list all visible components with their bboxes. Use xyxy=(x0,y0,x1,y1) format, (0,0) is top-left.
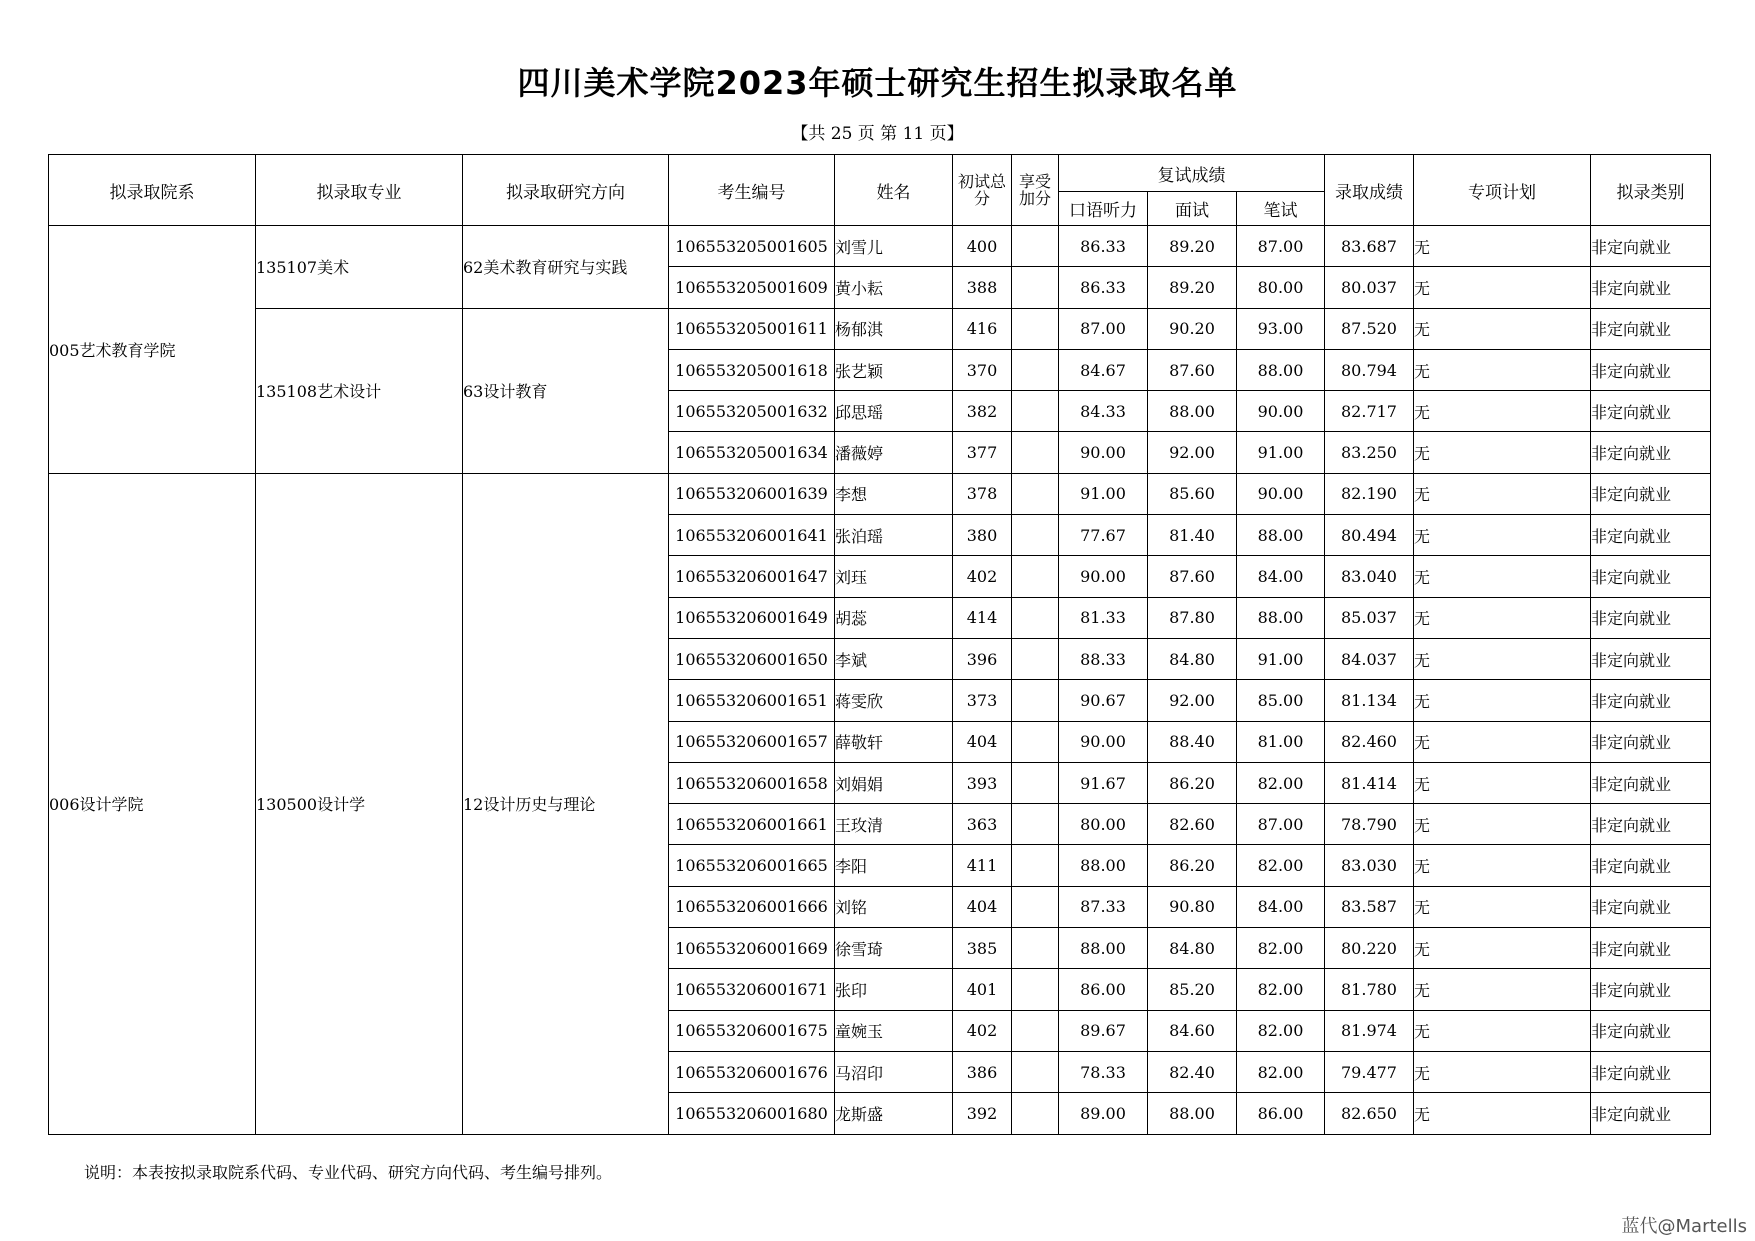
admission-score-cell: 87.520 xyxy=(1325,308,1414,349)
written-cell: 85.00 xyxy=(1237,680,1325,721)
category-cell: 非定向就业 xyxy=(1591,556,1711,597)
bonus-cell xyxy=(1012,1051,1059,1092)
written-cell: 82.00 xyxy=(1237,1051,1325,1092)
bonus-cell xyxy=(1012,638,1059,679)
interview-cell: 90.80 xyxy=(1148,886,1237,927)
category-cell: 非定向就业 xyxy=(1591,680,1711,721)
initial-total-cell: 402 xyxy=(953,1010,1012,1051)
written-cell: 93.00 xyxy=(1237,308,1325,349)
initial-total-cell: 377 xyxy=(953,432,1012,473)
category-cell: 非定向就业 xyxy=(1591,845,1711,886)
exam-no-cell: 106553206001650 xyxy=(669,638,835,679)
written-cell: 90.00 xyxy=(1237,391,1325,432)
name-cell: 蒋雯欣 xyxy=(835,680,953,721)
admission-score-cell: 83.250 xyxy=(1325,432,1414,473)
written-cell: 82.00 xyxy=(1237,1010,1325,1051)
name-cell: 黄小耘 xyxy=(835,267,953,308)
bonus-cell xyxy=(1012,226,1059,267)
admission-score-cell: 80.494 xyxy=(1325,515,1414,556)
initial-total-cell: 401 xyxy=(953,969,1012,1010)
exam-no-cell: 106553206001676 xyxy=(669,1051,835,1092)
category-cell: 非定向就业 xyxy=(1591,473,1711,514)
oral-cell: 89.67 xyxy=(1059,1010,1148,1051)
category-cell: 非定向就业 xyxy=(1591,1010,1711,1051)
admission-score-cell: 80.220 xyxy=(1325,928,1414,969)
interview-cell: 84.80 xyxy=(1148,928,1237,969)
page-indicator: 【共 25 页 第 11 页】 xyxy=(791,124,964,144)
initial-total-cell: 396 xyxy=(953,638,1012,679)
bonus-cell xyxy=(1012,267,1059,308)
interview-cell: 92.00 xyxy=(1148,432,1237,473)
category-cell: 非定向就业 xyxy=(1591,267,1711,308)
oral-cell: 88.33 xyxy=(1059,638,1148,679)
category-cell: 非定向就业 xyxy=(1591,969,1711,1010)
initial-total-cell: 380 xyxy=(953,515,1012,556)
written-cell: 81.00 xyxy=(1237,721,1325,762)
oral-cell: 87.00 xyxy=(1059,308,1148,349)
interview-cell: 88.40 xyxy=(1148,721,1237,762)
initial-total-cell: 392 xyxy=(953,1093,1012,1134)
exam-no-cell: 106553206001680 xyxy=(669,1093,835,1134)
special-plan-cell: 无 xyxy=(1414,391,1591,432)
admission-table xyxy=(48,154,1711,1135)
name-cell: 潘薇婷 xyxy=(835,432,953,473)
exam-no-cell: 106553206001675 xyxy=(669,1010,835,1051)
header-admission-score: 录取成绩 xyxy=(1325,155,1414,226)
special-plan-cell: 无 xyxy=(1414,1093,1591,1134)
exam-no-cell: 106553206001647 xyxy=(669,556,835,597)
initial-total-cell: 370 xyxy=(953,349,1012,390)
bonus-cell xyxy=(1012,762,1059,803)
initial-total-cell: 385 xyxy=(953,928,1012,969)
oral-cell: 86.33 xyxy=(1059,226,1148,267)
initial-total-cell: 404 xyxy=(953,721,1012,762)
written-cell: 88.00 xyxy=(1237,597,1325,638)
written-cell: 80.00 xyxy=(1237,267,1325,308)
interview-cell: 84.80 xyxy=(1148,638,1237,679)
page-title: 四川美术学院2023年硕士研究生招生拟录取名单 xyxy=(517,64,1238,102)
name-cell: 邱思瑶 xyxy=(835,391,953,432)
interview-cell: 87.60 xyxy=(1148,556,1237,597)
exam-no-cell: 106553206001649 xyxy=(669,597,835,638)
table-row xyxy=(49,226,1711,267)
name-cell: 张印 xyxy=(835,969,953,1010)
admission-score-cell: 83.687 xyxy=(1325,226,1414,267)
special-plan-cell: 无 xyxy=(1414,680,1591,721)
oral-cell: 86.00 xyxy=(1059,969,1148,1010)
exam-no-cell: 106553206001658 xyxy=(669,762,835,803)
bonus-cell xyxy=(1012,515,1059,556)
category-cell: 非定向就业 xyxy=(1591,886,1711,927)
interview-cell: 88.00 xyxy=(1148,391,1237,432)
written-cell: 82.00 xyxy=(1237,845,1325,886)
admission-score-cell: 80.794 xyxy=(1325,349,1414,390)
header-major: 拟录取专业 xyxy=(256,155,463,226)
bonus-cell xyxy=(1012,1093,1059,1134)
oral-cell: 89.00 xyxy=(1059,1093,1148,1134)
interview-cell: 86.20 xyxy=(1148,845,1237,886)
exam-no-cell: 106553206001671 xyxy=(669,969,835,1010)
interview-cell: 89.20 xyxy=(1148,267,1237,308)
footnote: 说明：本表按拟录取院系代码、专业代码、研究方向代码、考生编号排列。 xyxy=(84,1163,613,1182)
exam-no-cell: 106553205001605 xyxy=(669,226,835,267)
oral-cell: 90.00 xyxy=(1059,432,1148,473)
college-cell: 006设计学院 xyxy=(49,473,256,1134)
written-cell: 84.00 xyxy=(1237,556,1325,597)
special-plan-cell: 无 xyxy=(1414,556,1591,597)
header-interview: 面试 xyxy=(1148,192,1237,226)
written-cell: 84.00 xyxy=(1237,886,1325,927)
exam-no-cell: 106553206001657 xyxy=(669,721,835,762)
major-cell: 130500设计学 xyxy=(256,473,463,1134)
header-name: 姓名 xyxy=(835,155,953,226)
category-cell: 非定向就业 xyxy=(1591,226,1711,267)
written-cell: 87.00 xyxy=(1237,226,1325,267)
bonus-cell xyxy=(1012,804,1059,845)
special-plan-cell: 无 xyxy=(1414,969,1591,1010)
oral-cell: 77.67 xyxy=(1059,515,1148,556)
name-cell: 刘雪儿 xyxy=(835,226,953,267)
special-plan-cell: 无 xyxy=(1414,226,1591,267)
special-plan-cell: 无 xyxy=(1414,597,1591,638)
bonus-cell xyxy=(1012,680,1059,721)
interview-cell: 85.60 xyxy=(1148,473,1237,514)
bonus-cell xyxy=(1012,721,1059,762)
name-cell: 张泊瑶 xyxy=(835,515,953,556)
category-cell: 非定向就业 xyxy=(1591,391,1711,432)
exam-no-cell: 106553205001618 xyxy=(669,349,835,390)
bonus-cell xyxy=(1012,928,1059,969)
initial-total-cell: 400 xyxy=(953,226,1012,267)
bonus-cell xyxy=(1012,391,1059,432)
exam-no-cell: 106553206001669 xyxy=(669,928,835,969)
name-cell: 马沼印 xyxy=(835,1051,953,1092)
bonus-cell xyxy=(1012,886,1059,927)
exam-no-cell: 106553206001666 xyxy=(669,886,835,927)
written-cell: 90.00 xyxy=(1237,473,1325,514)
category-cell: 非定向就业 xyxy=(1591,804,1711,845)
header-category: 拟录类别 xyxy=(1591,155,1711,226)
header-bonus: 享受加分 xyxy=(1012,155,1059,226)
name-cell: 徐雪琦 xyxy=(835,928,953,969)
initial-total-cell: 386 xyxy=(953,1051,1012,1092)
exam-no-cell: 106553206001639 xyxy=(669,473,835,514)
admission-score-cell: 83.040 xyxy=(1325,556,1414,597)
written-cell: 88.00 xyxy=(1237,349,1325,390)
name-cell: 胡蕊 xyxy=(835,597,953,638)
exam-no-cell: 106553205001611 xyxy=(669,308,835,349)
oral-cell: 81.33 xyxy=(1059,597,1148,638)
category-cell: 非定向就业 xyxy=(1591,432,1711,473)
special-plan-cell: 无 xyxy=(1414,928,1591,969)
bonus-cell xyxy=(1012,349,1059,390)
admission-score-cell: 82.717 xyxy=(1325,391,1414,432)
category-cell: 非定向就业 xyxy=(1591,1051,1711,1092)
oral-cell: 78.33 xyxy=(1059,1051,1148,1092)
special-plan-cell: 无 xyxy=(1414,308,1591,349)
oral-cell: 87.33 xyxy=(1059,886,1148,927)
oral-cell: 90.67 xyxy=(1059,680,1148,721)
bonus-cell xyxy=(1012,969,1059,1010)
written-cell: 87.00 xyxy=(1237,804,1325,845)
initial-total-cell: 414 xyxy=(953,597,1012,638)
special-plan-cell: 无 xyxy=(1414,432,1591,473)
name-cell: 李想 xyxy=(835,473,953,514)
exam-no-cell: 106553206001641 xyxy=(669,515,835,556)
exam-no-cell: 106553205001632 xyxy=(669,391,835,432)
name-cell: 童婉玉 xyxy=(835,1010,953,1051)
written-cell: 82.00 xyxy=(1237,969,1325,1010)
initial-total-cell: 416 xyxy=(953,308,1012,349)
initial-total-cell: 382 xyxy=(953,391,1012,432)
initial-total-cell: 373 xyxy=(953,680,1012,721)
oral-cell: 86.33 xyxy=(1059,267,1148,308)
category-cell: 非定向就业 xyxy=(1591,308,1711,349)
written-cell: 91.00 xyxy=(1237,638,1325,679)
name-cell: 李斌 xyxy=(835,638,953,679)
special-plan-cell: 无 xyxy=(1414,515,1591,556)
special-plan-cell: 无 xyxy=(1414,845,1591,886)
interview-cell: 86.20 xyxy=(1148,762,1237,803)
category-cell: 非定向就业 xyxy=(1591,597,1711,638)
oral-cell: 88.00 xyxy=(1059,845,1148,886)
initial-total-cell: 363 xyxy=(953,804,1012,845)
category-cell: 非定向就业 xyxy=(1591,349,1711,390)
bonus-cell xyxy=(1012,845,1059,886)
header-initial-total: 初试总分 xyxy=(953,155,1012,226)
written-cell: 91.00 xyxy=(1237,432,1325,473)
category-cell: 非定向就业 xyxy=(1591,762,1711,803)
written-cell: 82.00 xyxy=(1237,762,1325,803)
special-plan-cell: 无 xyxy=(1414,1051,1591,1092)
admission-score-cell: 84.037 xyxy=(1325,638,1414,679)
special-plan-cell: 无 xyxy=(1414,1010,1591,1051)
interview-cell: 82.40 xyxy=(1148,1051,1237,1092)
special-plan-cell: 无 xyxy=(1414,762,1591,803)
exam-no-cell: 106553205001634 xyxy=(669,432,835,473)
admission-score-cell: 82.460 xyxy=(1325,721,1414,762)
initial-total-cell: 404 xyxy=(953,886,1012,927)
bonus-cell xyxy=(1012,597,1059,638)
bonus-cell xyxy=(1012,473,1059,514)
admission-score-cell: 80.037 xyxy=(1325,267,1414,308)
header-special-plan: 专项计划 xyxy=(1414,155,1591,226)
special-plan-cell: 无 xyxy=(1414,267,1591,308)
special-plan-cell: 无 xyxy=(1414,638,1591,679)
bonus-cell xyxy=(1012,308,1059,349)
header-college: 拟录取院系 xyxy=(49,155,256,226)
direction-cell: 62美术教育研究与实践 xyxy=(463,226,669,309)
header-retest: 复试成绩 xyxy=(1059,155,1325,192)
oral-cell: 88.00 xyxy=(1059,928,1148,969)
interview-cell: 92.00 xyxy=(1148,680,1237,721)
direction-cell: 12设计历史与理论 xyxy=(463,473,669,1134)
category-cell: 非定向就业 xyxy=(1591,638,1711,679)
category-cell: 非定向就业 xyxy=(1591,928,1711,969)
initial-total-cell: 393 xyxy=(953,762,1012,803)
name-cell: 李阳 xyxy=(835,845,953,886)
exam-no-cell: 106553206001651 xyxy=(669,680,835,721)
college-cell: 005艺术教育学院 xyxy=(49,226,256,474)
bonus-cell xyxy=(1012,556,1059,597)
oral-cell: 91.00 xyxy=(1059,473,1148,514)
interview-cell: 89.20 xyxy=(1148,226,1237,267)
table-row xyxy=(49,308,1711,349)
interview-cell: 87.60 xyxy=(1148,349,1237,390)
name-cell: 刘娟娟 xyxy=(835,762,953,803)
bonus-cell xyxy=(1012,1010,1059,1051)
exam-no-cell: 106553205001609 xyxy=(669,267,835,308)
header-direction: 拟录取研究方向 xyxy=(463,155,669,226)
major-cell: 135108艺术设计 xyxy=(256,308,463,473)
direction-cell: 63设计教育 xyxy=(463,308,669,473)
special-plan-cell: 无 xyxy=(1414,721,1591,762)
header-oral: 口语听力 xyxy=(1059,192,1148,226)
name-cell: 杨郁淇 xyxy=(835,308,953,349)
major-cell: 135107美术 xyxy=(256,226,463,309)
interview-cell: 85.20 xyxy=(1148,969,1237,1010)
interview-cell: 82.60 xyxy=(1148,804,1237,845)
table-body xyxy=(49,226,1711,1135)
name-cell: 刘珏 xyxy=(835,556,953,597)
exam-no-cell: 106553206001665 xyxy=(669,845,835,886)
oral-cell: 90.00 xyxy=(1059,721,1148,762)
name-cell: 龙斯盛 xyxy=(835,1093,953,1134)
initial-total-cell: 388 xyxy=(953,267,1012,308)
interview-cell: 84.60 xyxy=(1148,1010,1237,1051)
name-cell: 张艺颖 xyxy=(835,349,953,390)
name-cell: 薛敬轩 xyxy=(835,721,953,762)
written-cell: 86.00 xyxy=(1237,1093,1325,1134)
interview-cell: 90.20 xyxy=(1148,308,1237,349)
header-written: 笔试 xyxy=(1237,192,1325,226)
admission-score-cell: 81.414 xyxy=(1325,762,1414,803)
table-row xyxy=(49,473,1711,514)
admission-score-cell: 78.790 xyxy=(1325,804,1414,845)
admission-score-cell: 83.587 xyxy=(1325,886,1414,927)
bonus-cell xyxy=(1012,432,1059,473)
oral-cell: 84.33 xyxy=(1059,391,1148,432)
oral-cell: 90.00 xyxy=(1059,556,1148,597)
special-plan-cell: 无 xyxy=(1414,349,1591,390)
special-plan-cell: 无 xyxy=(1414,886,1591,927)
initial-total-cell: 402 xyxy=(953,556,1012,597)
written-cell: 82.00 xyxy=(1237,928,1325,969)
admission-score-cell: 82.190 xyxy=(1325,473,1414,514)
initial-total-cell: 411 xyxy=(953,845,1012,886)
header-exam-no: 考生编号 xyxy=(669,155,835,226)
category-cell: 非定向就业 xyxy=(1591,515,1711,556)
oral-cell: 80.00 xyxy=(1059,804,1148,845)
written-cell: 88.00 xyxy=(1237,515,1325,556)
watermark: 蓝代@Martells xyxy=(1621,1216,1747,1237)
interview-cell: 87.80 xyxy=(1148,597,1237,638)
admission-score-cell: 79.477 xyxy=(1325,1051,1414,1092)
admission-score-cell: 82.650 xyxy=(1325,1093,1414,1134)
oral-cell: 91.67 xyxy=(1059,762,1148,803)
name-cell: 王玫清 xyxy=(835,804,953,845)
interview-cell: 88.00 xyxy=(1148,1093,1237,1134)
initial-total-cell: 378 xyxy=(953,473,1012,514)
interview-cell: 81.40 xyxy=(1148,515,1237,556)
exam-no-cell: 106553206001661 xyxy=(669,804,835,845)
special-plan-cell: 无 xyxy=(1414,804,1591,845)
category-cell: 非定向就业 xyxy=(1591,721,1711,762)
admission-score-cell: 83.030 xyxy=(1325,845,1414,886)
admission-score-cell: 81.974 xyxy=(1325,1010,1414,1051)
admission-score-cell: 81.780 xyxy=(1325,969,1414,1010)
oral-cell: 84.67 xyxy=(1059,349,1148,390)
admission-score-cell: 81.134 xyxy=(1325,680,1414,721)
admission-score-cell: 85.037 xyxy=(1325,597,1414,638)
category-cell: 非定向就业 xyxy=(1591,1093,1711,1134)
special-plan-cell: 无 xyxy=(1414,473,1591,514)
name-cell: 刘铭 xyxy=(835,886,953,927)
